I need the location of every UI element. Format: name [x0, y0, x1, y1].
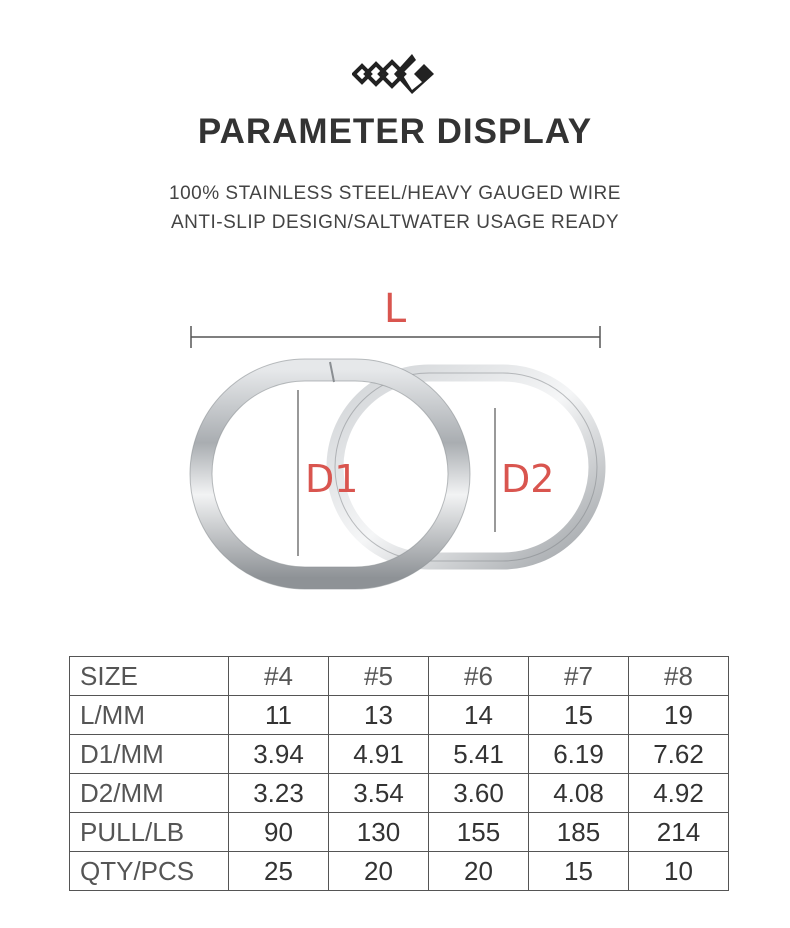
table-cell: 4.91	[329, 735, 429, 774]
table-cell: #4	[229, 657, 329, 696]
table-row	[70, 852, 729, 891]
table-cell: 3.94	[229, 735, 329, 774]
length-label: L	[383, 286, 407, 332]
table-cell: 185	[529, 813, 629, 852]
table-cell: 3.54	[329, 774, 429, 813]
table-cell: 4.92	[629, 774, 729, 813]
row-label: SIZE	[70, 657, 229, 696]
brand-logo-icon	[352, 50, 438, 100]
table-row	[70, 735, 729, 774]
table-cell: 20	[329, 852, 429, 891]
parameter-table	[69, 656, 729, 891]
table-cell: 5.41	[429, 735, 529, 774]
table-cell: 13	[329, 696, 429, 735]
table-cell: #6	[429, 657, 529, 696]
table-cell: 4.08	[529, 774, 629, 813]
table-cell: 19	[629, 696, 729, 735]
table-cell: 214	[629, 813, 729, 852]
table-cell: 3.60	[429, 774, 529, 813]
table-row	[70, 696, 729, 735]
table-cell: 20	[429, 852, 529, 891]
row-label: L/MM	[70, 696, 229, 735]
table-row	[70, 657, 729, 696]
table-cell: #5	[329, 657, 429, 696]
d2-label: D2	[501, 457, 555, 501]
table-cell: 3.23	[229, 774, 329, 813]
table-cell: 90	[229, 813, 329, 852]
table-cell: 15	[529, 852, 629, 891]
table-cell: 7.62	[629, 735, 729, 774]
subtitle-line-2: ANTI-SLIP DESIGN/SALTWATER USAGE READY	[171, 212, 619, 233]
table-row	[70, 774, 729, 813]
table-cell: 15	[529, 696, 629, 735]
row-label: QTY/PCS	[70, 852, 229, 891]
table-cell: 155	[429, 813, 529, 852]
row-label: D2/MM	[70, 774, 229, 813]
table-cell: 6.19	[529, 735, 629, 774]
row-label: PULL/LB	[70, 813, 229, 852]
table-row	[70, 813, 729, 852]
table-cell: 14	[429, 696, 529, 735]
subtitle-line-1: 100% STAINLESS STEEL/HEAVY GAUGED WIRE	[169, 183, 621, 204]
table-cell: 25	[229, 852, 329, 891]
page-title: PARAMETER DISPLAY	[197, 112, 593, 151]
table-cell: #7	[529, 657, 629, 696]
table-cell: 130	[329, 813, 429, 852]
row-label: D1/MM	[70, 735, 229, 774]
d1-label: D1	[305, 457, 359, 501]
ring-diagram	[0, 270, 790, 610]
table-cell: 11	[229, 696, 329, 735]
table-cell: 10	[629, 852, 729, 891]
table-cell: #8	[629, 657, 729, 696]
